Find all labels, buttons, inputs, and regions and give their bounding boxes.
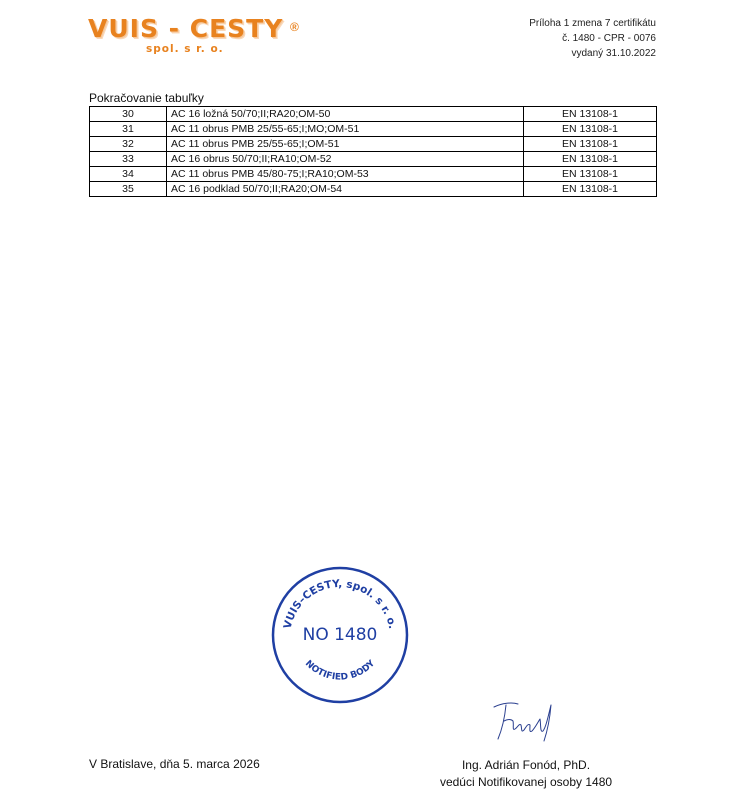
row-number: 33 bbox=[90, 152, 167, 167]
table-row bbox=[90, 107, 657, 122]
annex-line: Príloha 1 zmena 7 certifikátu bbox=[529, 18, 656, 29]
signatory-name: Ing. Adrián Fonód, PhD. bbox=[461, 758, 591, 772]
signatory-block bbox=[420, 757, 632, 791]
table-row bbox=[90, 137, 657, 152]
product-name: AC 11 obrus PMB 45/80-75;I;RA10;OM-53 bbox=[167, 167, 524, 182]
row-number: 35 bbox=[90, 182, 167, 197]
table-row bbox=[90, 122, 657, 137]
certificate-number: č. 1480 - CPR - 0076 bbox=[562, 33, 656, 44]
product-standard: EN 13108-1 bbox=[524, 182, 657, 197]
table-row bbox=[90, 167, 657, 182]
row-number: 34 bbox=[90, 167, 167, 182]
product-name: AC 11 obrus PMB 25/55-65;I;OM-51 bbox=[167, 137, 524, 152]
product-standard: EN 13108-1 bbox=[524, 137, 657, 152]
product-standard: EN 13108-1 bbox=[524, 167, 657, 182]
signatory-role: vedúci Notifikovanej osoby 1480 bbox=[439, 775, 613, 789]
handwritten-signature bbox=[488, 697, 558, 745]
product-name: AC 16 podklad 50/70;II;RA20;OM-54 bbox=[167, 182, 524, 197]
table-caption: Pokračovanie tabuľky bbox=[89, 91, 204, 105]
row-number: 31 bbox=[90, 122, 167, 137]
place-and-date: V Bratislave, dňa 5. marca 2026 bbox=[89, 757, 260, 771]
registered-mark: ® bbox=[290, 20, 299, 34]
product-standard: EN 13108-1 bbox=[524, 122, 657, 137]
product-standard: EN 13108-1 bbox=[524, 107, 657, 122]
stamp-bottom-text: NOTIFIED BODY bbox=[302, 658, 378, 683]
company-logo bbox=[88, 14, 318, 64]
notified-body-stamp bbox=[270, 565, 410, 705]
table-row bbox=[90, 152, 657, 167]
logo-sub-text: spol. s r. o. bbox=[146, 43, 224, 55]
product-name: AC 16 ložná 50/70;II;RA20;OM-50 bbox=[167, 107, 524, 122]
product-standard: EN 13108-1 bbox=[524, 152, 657, 167]
row-number: 30 bbox=[90, 107, 167, 122]
certificate-reference bbox=[436, 16, 656, 61]
issue-date: vydaný 31.10.2022 bbox=[571, 48, 656, 59]
product-name: AC 16 obrus 50/70;II;RA10;OM-52 bbox=[167, 152, 524, 167]
products-table bbox=[89, 106, 657, 197]
logo-main-text: VUIS - CESTY bbox=[88, 14, 284, 43]
table-row bbox=[90, 182, 657, 197]
stamp-center-text: NO 1480 bbox=[302, 625, 378, 645]
row-number: 32 bbox=[90, 137, 167, 152]
product-name: AC 11 obrus PMB 25/55-65;I;MO;OM-51 bbox=[167, 122, 524, 137]
stamp-top-text: VUIS–CESTY, spol. s r. o. bbox=[281, 577, 399, 630]
